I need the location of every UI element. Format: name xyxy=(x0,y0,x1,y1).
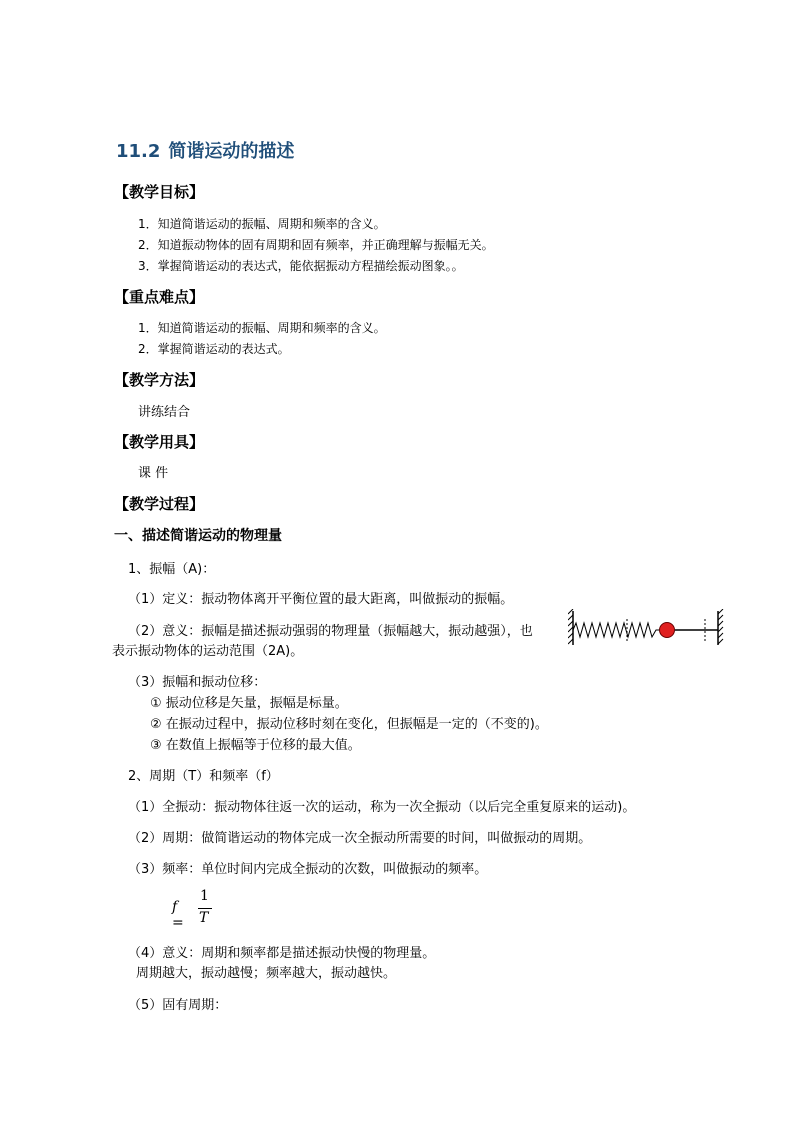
goal-item-2: 2．知道振动物体的固有周期和固有频率，并正确理解与振幅无关。 xyxy=(138,238,494,252)
goal-item-1: 1．知道简谐运动的振幅、周期和频率的含义。 xyxy=(138,217,386,231)
spring-oscillator-diagram xyxy=(568,609,726,649)
frequency-definition: （3）频率：单位时间内完成全振动的次数，叫做振动的频率。 xyxy=(128,862,488,877)
tools-text: 课 件 xyxy=(138,466,169,481)
section-title: 简谐运动的描述 xyxy=(168,141,295,162)
page-title xyxy=(116,137,294,163)
method-text: 讲练结合 xyxy=(138,405,191,420)
amplitude-definition: （1）定义：振动物体离开平衡位置的最大距离，叫做振动的振幅。 xyxy=(128,592,514,607)
amplitude-meaning-line2: 表示振动物体的运动范围（2A)。 xyxy=(112,644,304,659)
amplitude-meaning-line1: （2）意义：振幅是描述振动强弱的物理量（振幅越大，振动越强），也 xyxy=(128,624,533,639)
section-number: 11.2 xyxy=(116,141,161,162)
heading-keypoints: 【重点难点】 xyxy=(114,288,205,306)
formula-numerator: 1 xyxy=(200,888,209,904)
amplitude-title: 1、振幅（A)： xyxy=(128,562,216,577)
heading-goals: 【教学目标】 xyxy=(114,183,205,201)
part-one-heading: 一、描述简谐运动的物理量 xyxy=(114,528,282,544)
keypoint-item-1: 1．知道简谐运动的振幅、周期和频率的含义。 xyxy=(138,321,386,335)
meaning-line1: （4）意义：周期和频率都是描述振动快慢的物理量。 xyxy=(128,946,436,961)
oscillator-ball xyxy=(660,623,675,638)
amp-vs-displacement-title: （3）振幅和振动位移： xyxy=(128,675,267,690)
goal-item-3: 3．掌握简谐运动的表达式，能依据振动方程描绘振动图象。。 xyxy=(138,259,464,273)
period-definition: （2）周期：做简谐运动的物体完成一次全振动所需要的时间，叫做振动的周期。 xyxy=(128,831,592,846)
fraction-bar xyxy=(198,908,212,909)
heading-tools: 【教学用具】 xyxy=(114,433,205,451)
amp-vs-displacement-item-1: ① 振动位移是矢量，振幅是标量。 xyxy=(150,696,348,711)
amp-vs-displacement-item-3: ③ 在数值上振幅等于位移的最大值。 xyxy=(150,738,361,753)
keypoint-item-2: 2．掌握简谐运动的表达式。 xyxy=(138,342,290,356)
heading-process: 【教学过程】 xyxy=(114,495,205,513)
period-frequency-title: 2、周期（T）和频率（f） xyxy=(128,769,279,784)
meaning-line2: 周期越大，振动越慢；频率越大，振动越快。 xyxy=(136,966,397,981)
formula-denominator: T xyxy=(199,910,209,926)
amp-vs-displacement-item-2: ② 在振动过程中，振动位移时刻在变化，但振幅是一定的（不变的)。 xyxy=(150,717,548,732)
formula-lhs: f = xyxy=(172,899,184,931)
heading-method: 【教学方法】 xyxy=(114,371,205,389)
full-vibration-definition: （1）全振动：振动物体往返一次的运动，称为一次全振动（以后完全重复原来的运动)。 xyxy=(128,800,636,815)
natural-period-title: （5）固有周期： xyxy=(128,998,228,1013)
